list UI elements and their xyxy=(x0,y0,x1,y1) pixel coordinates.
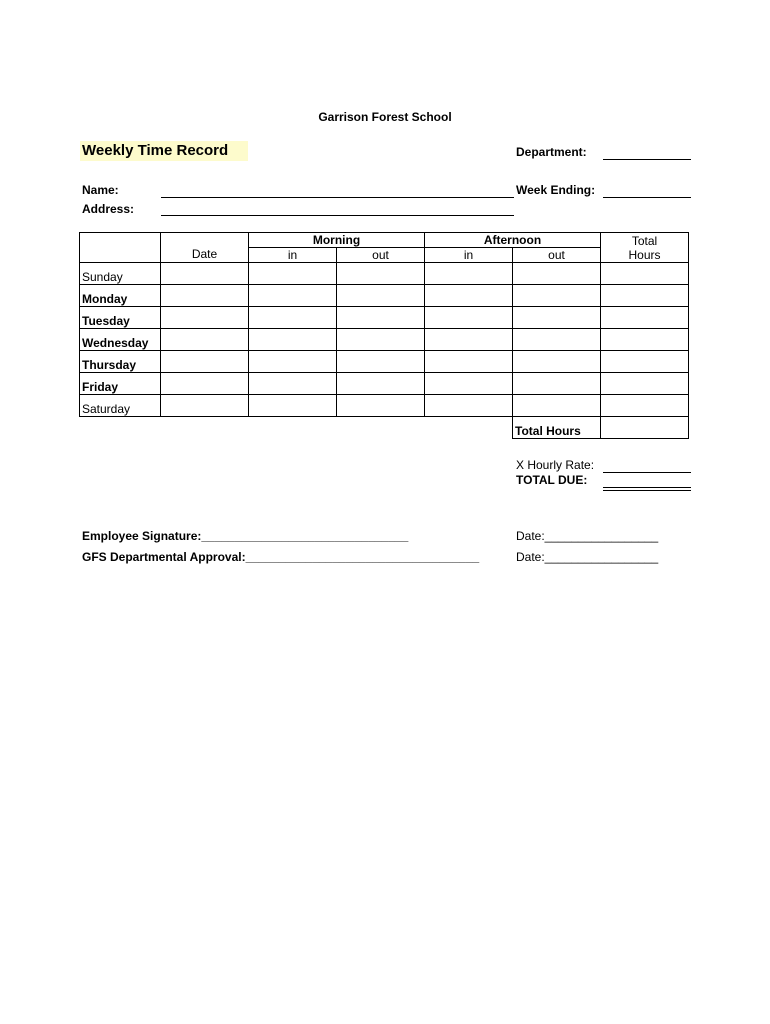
afternoon-in-cell[interactable] xyxy=(425,329,513,351)
day-label-wednesday: Wednesday xyxy=(80,329,161,351)
day-label-monday: Monday xyxy=(80,285,161,307)
day-label-sunday: Sunday xyxy=(80,263,161,285)
date-cell[interactable] xyxy=(161,329,249,351)
employee-signature-line[interactable]: Employee Signature:_______________________________ xyxy=(82,529,409,543)
total-due-label: TOTAL DUE: xyxy=(516,473,588,487)
corner-cell xyxy=(80,233,161,263)
afternoon-header: Afternoon xyxy=(425,233,601,248)
table-row xyxy=(80,395,689,417)
morning-in-cell[interactable] xyxy=(249,395,337,417)
total-due-field[interactable] xyxy=(603,487,691,491)
afternoon-in-header: in xyxy=(425,248,513,263)
morning-out-cell[interactable] xyxy=(337,373,425,395)
department-label: Department: xyxy=(516,145,587,159)
hourly-rate-label: X Hourly Rate: xyxy=(516,458,595,472)
school-name: Garrison Forest School xyxy=(318,110,452,124)
table-row xyxy=(80,263,689,285)
total-hours-sum-cell[interactable] xyxy=(601,417,689,439)
total-hours-header xyxy=(601,233,689,263)
total-hours-cell[interactable] xyxy=(601,351,689,373)
morning-out-cell[interactable] xyxy=(337,263,425,285)
total-hours-cell[interactable] xyxy=(601,373,689,395)
morning-in-cell[interactable] xyxy=(249,351,337,373)
name-field[interactable] xyxy=(161,197,514,198)
afternoon-in-cell[interactable] xyxy=(425,285,513,307)
spacer-cell xyxy=(425,417,513,439)
date-header: Date xyxy=(161,233,249,263)
date-cell[interactable] xyxy=(161,395,249,417)
table-row xyxy=(80,285,689,307)
morning-in-cell[interactable] xyxy=(249,373,337,395)
date-cell[interactable] xyxy=(161,307,249,329)
date-cell[interactable] xyxy=(161,285,249,307)
totals-row xyxy=(80,417,689,439)
week-ending-field[interactable] xyxy=(603,197,691,198)
afternoon-out-cell[interactable] xyxy=(513,351,601,373)
total-hours-cell[interactable] xyxy=(601,329,689,351)
spacer-cell xyxy=(337,417,425,439)
day-label-thursday: Thursday xyxy=(80,351,161,373)
morning-out-cell[interactable] xyxy=(337,329,425,351)
afternoon-out-header: out xyxy=(513,248,601,263)
afternoon-in-cell[interactable] xyxy=(425,373,513,395)
spacer-cell xyxy=(249,417,337,439)
afternoon-in-cell[interactable] xyxy=(425,307,513,329)
spacer-cell xyxy=(161,417,249,439)
afternoon-out-cell[interactable] xyxy=(513,285,601,307)
page-title: Weekly Time Record xyxy=(82,142,229,159)
total-hours-cell[interactable] xyxy=(601,395,689,417)
afternoon-in-cell[interactable] xyxy=(425,263,513,285)
afternoon-out-cell[interactable] xyxy=(513,263,601,285)
table-row xyxy=(80,329,689,351)
morning-out-cell[interactable] xyxy=(337,307,425,329)
morning-out-cell[interactable] xyxy=(337,285,425,307)
afternoon-out-cell[interactable] xyxy=(513,395,601,417)
morning-out-cell[interactable] xyxy=(337,395,425,417)
morning-header: Morning xyxy=(249,233,425,248)
total-hours-cell[interactable] xyxy=(601,263,689,285)
afternoon-in-cell[interactable] xyxy=(425,351,513,373)
morning-in-header: in xyxy=(249,248,337,263)
spacer-cell xyxy=(80,417,161,439)
table-row xyxy=(80,373,689,395)
table-row xyxy=(80,307,689,329)
date-cell[interactable] xyxy=(161,351,249,373)
department-field[interactable] xyxy=(603,159,691,160)
approval-signature-line[interactable]: GFS Departmental Approval:___________________________________ xyxy=(82,550,480,564)
afternoon-out-cell[interactable] xyxy=(513,373,601,395)
morning-in-cell[interactable] xyxy=(249,307,337,329)
afternoon-out-cell[interactable] xyxy=(513,329,601,351)
morning-in-cell[interactable] xyxy=(249,285,337,307)
total-hours-header-line2: Hours xyxy=(628,247,661,262)
morning-out-cell[interactable] xyxy=(337,351,425,373)
time-record-table xyxy=(79,232,689,439)
address-field[interactable] xyxy=(161,215,514,216)
total-hours-header-line1: Total xyxy=(631,233,658,248)
approval-date-line[interactable]: Date:_________________ xyxy=(516,550,659,564)
morning-in-cell[interactable] xyxy=(249,329,337,351)
day-label-saturday: Saturday xyxy=(80,395,161,417)
day-label-friday: Friday xyxy=(80,373,161,395)
total-hours-cell[interactable] xyxy=(601,307,689,329)
date-cell[interactable] xyxy=(161,373,249,395)
total-hours-label: Total Hours xyxy=(513,417,601,439)
morning-out-header: out xyxy=(337,248,425,263)
afternoon-out-cell[interactable] xyxy=(513,307,601,329)
employee-date-line[interactable]: Date:_________________ xyxy=(516,529,659,543)
date-cell[interactable] xyxy=(161,263,249,285)
hourly-rate-field[interactable] xyxy=(603,472,691,473)
table-row xyxy=(80,351,689,373)
morning-in-cell[interactable] xyxy=(249,263,337,285)
day-label-tuesday: Tuesday xyxy=(80,307,161,329)
name-label: Name: xyxy=(82,183,119,197)
afternoon-in-cell[interactable] xyxy=(425,395,513,417)
total-hours-cell[interactable] xyxy=(601,285,689,307)
address-label: Address: xyxy=(82,202,135,216)
week-ending-label: Week Ending: xyxy=(516,183,596,197)
